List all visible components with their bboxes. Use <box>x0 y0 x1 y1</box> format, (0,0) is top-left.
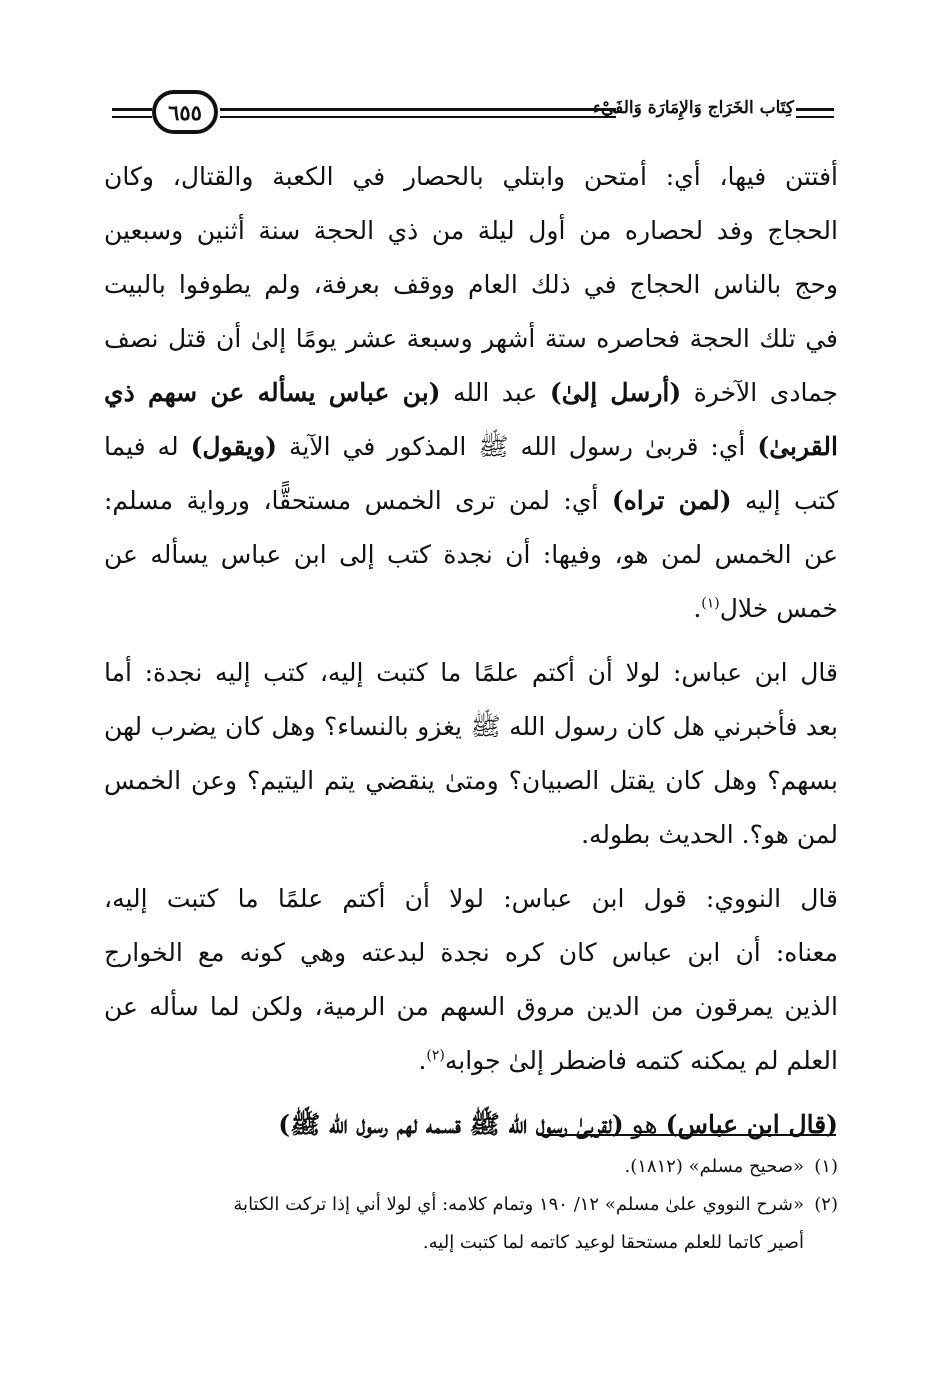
running-title: كِتَاب الخَرَاج وَالإِمَارَة وَالفَيْء <box>592 98 794 118</box>
paragraph-3 <box>104 872 838 1088</box>
paragraph-gap <box>104 636 838 646</box>
text-span: كتب إليه <box>731 486 838 515</box>
text-span: أي: قربىٰ رسول الله ﷺ المذكور في الآية <box>277 432 758 461</box>
text-line: قال ابن عباس: لولا أن أكتم علمًا ما كتبت إليه، كتب إليه نجدة: أما <box>104 658 838 687</box>
text-line: قال النووي: قول ابن عباس: لولا أن أكتم علمًا ما كتبت إليه، <box>104 884 838 913</box>
text-line: وحج بالناس الحجاج في ذلك العام ووقف بعرفة، ولم يطوفوا بالبيت <box>104 270 838 299</box>
footnote-text: «شرح النووي علىٰ مسلم» ١٢/ ١٩٠ وتمام كلامه: أي لولا أني إذا تركت الكتابة <box>233 1194 804 1215</box>
paragraph-2 <box>104 646 838 862</box>
main-text <box>104 150 838 1152</box>
text-line <box>104 1098 838 1152</box>
bold-span: (قال ابن عباس) <box>665 1110 838 1139</box>
bold-span: القربىٰ) <box>757 432 838 461</box>
text-line: في تلك الحجة فحاصره ستة أشهر وسبعة عشر يومًا إلىٰ أن قتل نصف <box>104 324 838 353</box>
header-rule-left <box>112 108 152 118</box>
text-span: أي: لمن ترى الخمس مستحقًّا، ورواية مسلم: <box>104 486 612 515</box>
page-number <box>152 90 218 134</box>
text-span: خمس خلال <box>719 594 838 623</box>
text-line <box>104 366 838 420</box>
text-line <box>104 420 838 474</box>
text-span: له فيما <box>104 432 191 461</box>
footnote-number: (١) <box>814 1156 838 1177</box>
footnote-ref-2[interactable]: (٢) <box>426 1047 445 1064</box>
footnote-2-continuation: أصير كاتما للعلم مستحقا لوعيد كاتمه لما كتبت إليه. <box>422 1232 804 1253</box>
page-number-text: ٦٥٥ <box>168 99 202 125</box>
paragraph-1 <box>104 150 838 636</box>
text-line: الحجاج وفد لحصاره من أول ليلة من ذي الحجة سنة أثنين وسبعين <box>104 216 838 245</box>
footnotes <box>104 1148 838 1262</box>
text-line: معناه: أن ابن عباس كان كره نجدة لبدعته وهي كونه مع الخوارج <box>104 938 838 967</box>
header-rule-middle <box>220 108 616 118</box>
text-span: . <box>418 1046 427 1075</box>
bold-span: (لمن تراه) <box>611 486 732 515</box>
footnote-text: «صحيح مسلم» (١٨١٢). <box>624 1156 804 1177</box>
paragraph-4 <box>104 1098 838 1152</box>
paragraph-gap <box>104 862 838 872</box>
text-line <box>104 474 838 528</box>
text-line: بعد فأخبرني هل كان رسول الله ﷺ يغزو بالنساء؟ وهل كان يضرب لهن <box>104 712 838 741</box>
page-header <box>112 88 834 148</box>
footnote-1 <box>104 1148 838 1186</box>
footnote-2 <box>104 1186 838 1224</box>
text-span: عبد الله <box>440 378 550 407</box>
bold-span: (ويقول) <box>190 432 277 461</box>
bold-span: (بن عباس يسأله عن سهم ذي <box>104 378 441 407</box>
text-line: الذين يمرقون من الدين مروق السهم من الرمية، ولكن لما سأله عن <box>104 992 838 1021</box>
text-line: بسهم؟ وهل كان يقتل الصبيان؟ ومتىٰ ينقضي يتم اليتيم؟ وعن الخمس <box>104 766 838 795</box>
footnote-ref-1[interactable]: (١) <box>701 595 720 612</box>
footnote-number: (٢) <box>814 1194 838 1215</box>
text-line <box>104 1034 838 1088</box>
text-span: العلم لم يمكنه كتمه فاضطر إلىٰ جوابه <box>444 1046 838 1075</box>
text-span: هو <box>623 1110 666 1139</box>
text-span: جمادى الآخرة <box>681 378 838 407</box>
paragraph-gap <box>104 1088 838 1098</box>
bold-span: (لقربىٰ رسول الله ﷺ قسمه لهم رسول الله ﷺ) <box>278 1110 624 1139</box>
bold-span: (أرسل إلىٰ) <box>549 378 682 407</box>
text-line <box>104 582 838 636</box>
header-rule-right <box>796 108 834 118</box>
text-line: لمن هو؟. الحديث بطوله. <box>581 820 838 849</box>
footnote-separator <box>538 1134 836 1136</box>
text-line: أفتتن فيها، أي: أمتحن وابتلي بالحصار في الكعبة والقتال، وكان <box>104 162 838 191</box>
text-line: عن الخمس لمن هو، وفيها: أن نجدة كتب إلى ابن عباس يسأله عن <box>104 540 838 569</box>
text-span: . <box>693 594 702 623</box>
